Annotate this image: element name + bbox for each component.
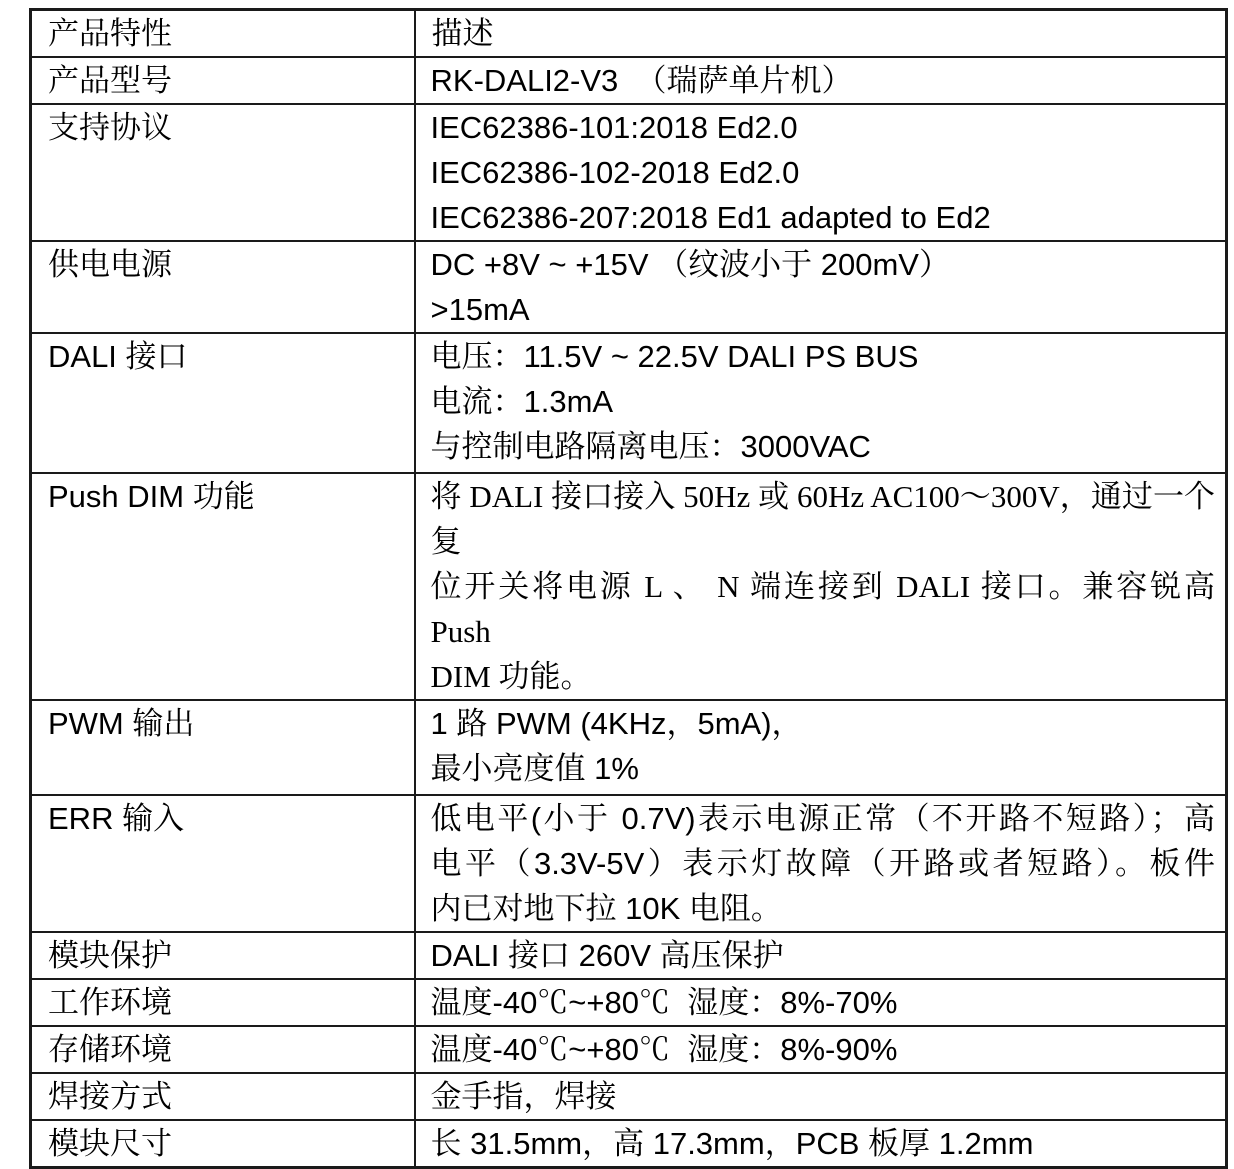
description-cell	[415, 1073, 1227, 1120]
feature-cell: 支持协议	[31, 104, 415, 241]
table-row	[31, 700, 1227, 795]
feature-cell: 模块保护	[31, 932, 415, 979]
product-spec-table	[29, 8, 1228, 1169]
feature-cell: DALI 接口	[31, 333, 415, 473]
description-line: 低电平(小于 0.7V)表示电源正常（不开路不短路）；高	[430, 801, 1215, 836]
description-cell	[415, 473, 1227, 700]
description-line: >15mA	[430, 292, 530, 327]
table-row	[31, 473, 1227, 700]
description-line: 1 路 PWM (4KHz，5mA)，	[430, 706, 803, 741]
description-line: DALI 接口 260V 高压保护	[430, 938, 784, 973]
description-line: 与控制电路隔离电压：3000VAC	[430, 429, 871, 464]
table-row	[31, 241, 1227, 333]
column-header-description: 描述	[415, 10, 1227, 58]
feature-cell: Push DIM 功能	[31, 473, 415, 700]
description-cell	[415, 700, 1227, 795]
table-row	[31, 979, 1227, 1026]
table-row	[31, 57, 1227, 104]
feature-cell: 模块尺寸	[31, 1120, 415, 1168]
description-line: 内已对地下拉 10K 电阻。	[430, 891, 782, 926]
description-line: 温度-40℃~+80℃ 湿度：8%-70%	[430, 985, 898, 1020]
table-row	[31, 1073, 1227, 1120]
table-row	[31, 932, 1227, 979]
description-cell	[415, 241, 1227, 333]
description-cell	[415, 932, 1227, 979]
description-cell	[415, 795, 1227, 932]
description-line: IEC62386-102-2018 Ed2.0	[430, 155, 800, 190]
feature-cell: 工作环境	[31, 979, 415, 1026]
description-line: 电压：11.5V ~ 22.5V DALI PS BUS	[430, 339, 919, 374]
description-line: 电平（3.3V-5V）表示灯故障（开路或者短路）。板件	[430, 846, 1215, 881]
description-line: 将 DALI 接口接入 50Hz 或 60Hz AC100～300V，通过一个复	[430, 479, 1215, 559]
description-cell	[415, 1026, 1227, 1073]
description-line: DIM 功能。	[430, 659, 592, 694]
description-cell	[415, 57, 1227, 104]
description-line: 最小亮度值 1%	[430, 751, 639, 786]
table-body	[31, 57, 1227, 1168]
table-row	[31, 1120, 1227, 1168]
description-line: 温度-40℃~+80℃ 湿度：8%-90%	[430, 1032, 898, 1067]
table-header-row	[31, 10, 1227, 58]
description-cell	[415, 1120, 1227, 1168]
description-cell	[415, 104, 1227, 241]
feature-cell: 存储环境	[31, 1026, 415, 1073]
description-line: 位开关将电源 L 、 N 端连接到 DALI 接口。兼容锐高 Push	[430, 569, 1223, 649]
feature-cell: PWM 输出	[31, 700, 415, 795]
feature-cell: 供电电源	[31, 241, 415, 333]
feature-cell: 产品型号	[31, 57, 415, 104]
description-line: RK-DALI2-V3 （瑞萨单片机）	[430, 63, 853, 98]
description-line: 长 31.5mm，高 17.3mm，PCB 板厚 1.2mm	[430, 1126, 1034, 1161]
description-line: DC +8V ~ +15V （纹波小于 200mV）	[430, 247, 950, 282]
feature-cell: ERR 输入	[31, 795, 415, 932]
table-row	[31, 333, 1227, 473]
description-line: IEC62386-207:2018 Ed1 adapted to Ed2	[430, 200, 991, 235]
description-cell	[415, 979, 1227, 1026]
feature-cell: 焊接方式	[31, 1073, 415, 1120]
description-line: 电流：1.3mA	[430, 384, 614, 419]
table-row	[31, 1026, 1227, 1073]
description-line: 金手指，焊接	[430, 1079, 617, 1114]
description-cell	[415, 333, 1227, 473]
table-row	[31, 104, 1227, 241]
description-line: IEC62386-101:2018 Ed2.0	[430, 110, 798, 145]
column-header-feature: 产品特性	[31, 10, 415, 58]
table-row	[31, 795, 1227, 932]
